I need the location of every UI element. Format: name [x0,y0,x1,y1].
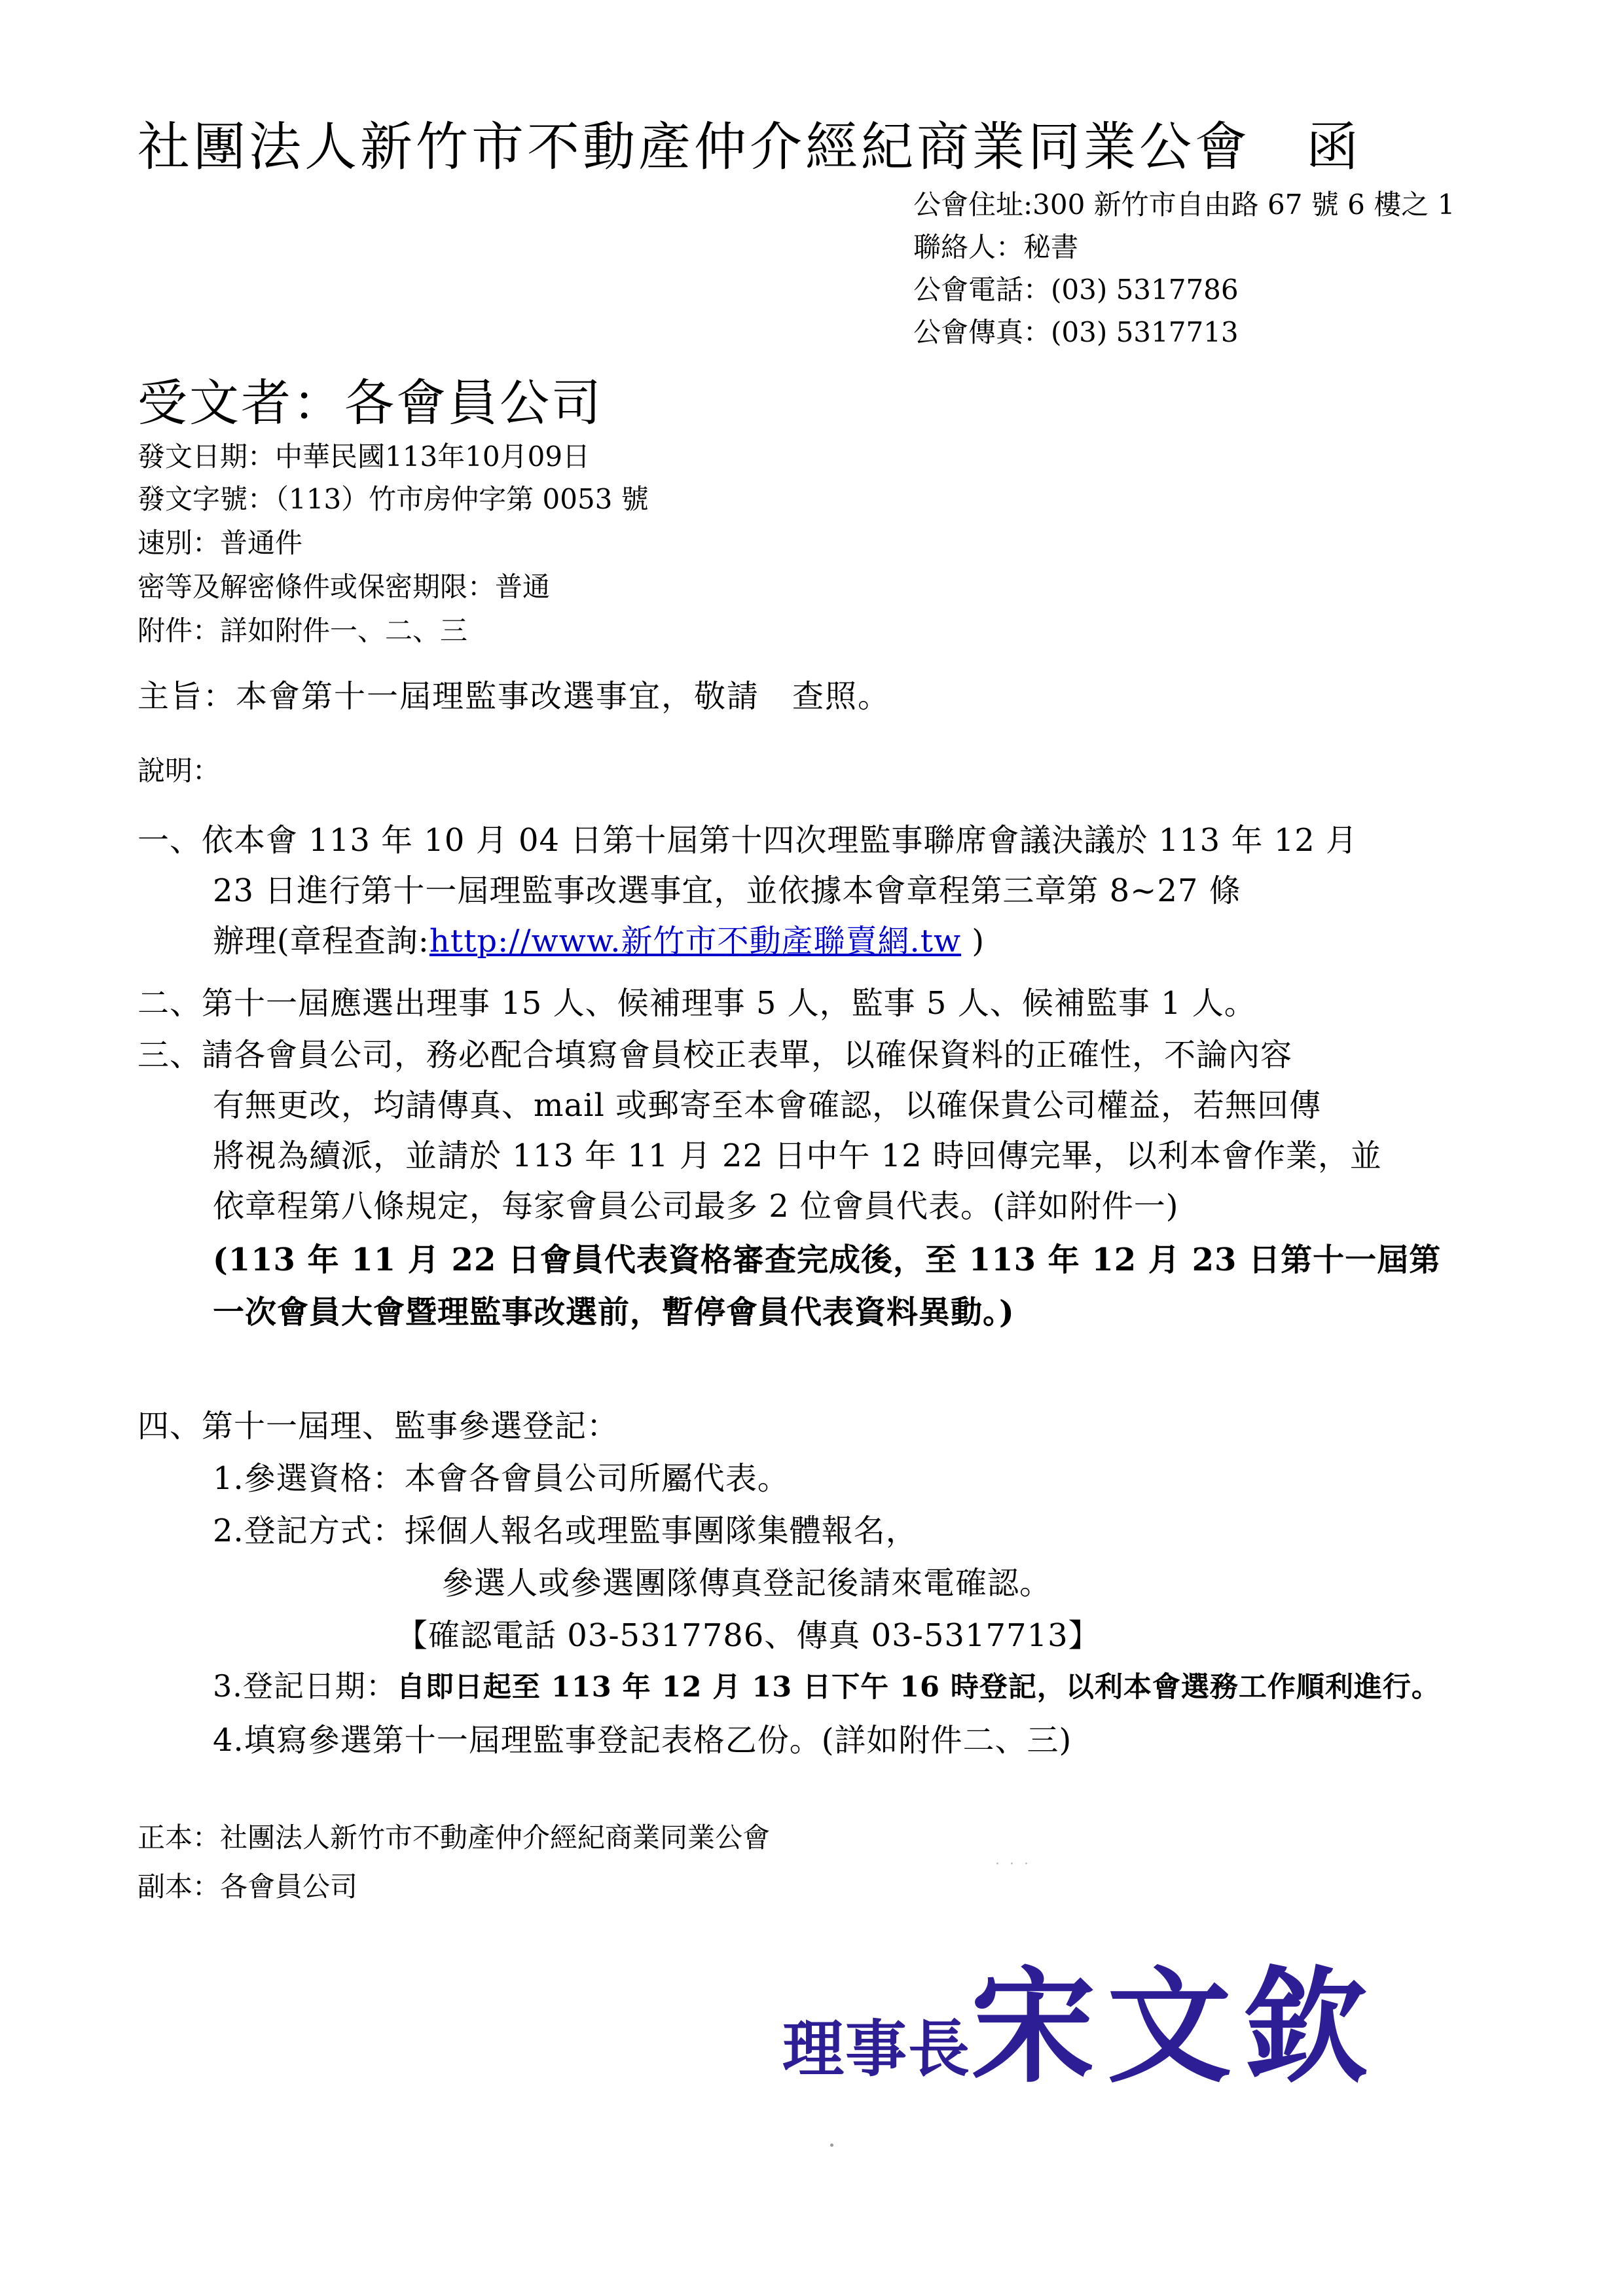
association-fax: 公會傳真：(03) 5317713 [913,316,1239,348]
subject: 主旨：本會第十一屆理監事改選事宜，敬請 查照。 [137,678,891,715]
chairman-title: 理事長 [782,2013,972,2085]
chairman-name: 宋文欽 [971,1954,1380,2100]
classification: 密等及解密條件或保密期限：普通 [137,571,551,603]
association-address: 公會住址:300 新竹市自由路 67 號 6 樓之 1 [913,188,1455,221]
contact-person: 聯絡人：秘書 [913,231,1079,263]
attachments: 附件：詳如附件一、二、三 [137,615,468,647]
item3-line4: 依章程第八條規定，每家會員公司最多 2 位會員代表。(詳如附件一) [213,1188,1179,1225]
delivery-speed: 速別：普通件 [137,527,303,559]
faint-stamp-mark: · · · [995,1856,1031,1873]
chairman-seal [782,1928,1379,2106]
document-title: 社團法人新竹市不動產仲介經紀商業同業公會 函 [137,117,1362,177]
recipient: 受文者：各會員公司 [137,374,603,432]
issue-date: 發文日期：中華民國113年10月09日 [137,440,591,473]
item4-sub3-bold: 自即日起至 113 年 12 月 13 日下午 16 時登記，以利本會選務工作順利進行。 [396,1671,1440,1704]
item4-sub2-line1: 2.登記方式：採個人報名或理監事團隊集體報名， [213,1513,918,1549]
item4-sub1: 1.參選資格：本會各會員公司所屬代表。 [213,1460,790,1497]
item1-line3-prefix: 辦理(章程查詢: [213,923,429,960]
item3-bold-line1: (113 年 11 月 22 日會員代表資格審查完成後，至 113 年 12 月 23 日第十一屆第 [213,1242,1442,1278]
item4-heading: 四、第十一屆理、監事參選登記： [137,1408,619,1444]
item4-sub4: 4.填寫參選第十一屆理監事登記表格乙份。(詳如附件二、三) [213,1722,1072,1759]
item4-sub2-line2: 參選人或參選團隊傳真登記後請來電確認。 [442,1565,1052,1602]
item3-bold-line2: 一次會員大會暨理監事改選前，暫停會員代表資料異動。) [213,1294,1015,1331]
item1-line3 [213,916,985,961]
item2: 二、第十一屆應選出理事 15 人、候補理事 5 人，監事 5 人、候補監事 1 人。 [137,985,1256,1022]
item3-line3: 將視為續派，並請於 113 年 11 月 22 日中午 12 時回傳完畢，以利本會作業，並 [213,1138,1382,1174]
item1-line2: 23 日進行第十一屆理監事改選事宜，並依據本會章程第三章第 8~27 條 [213,872,1241,909]
explanation-label: 說明： [137,755,221,787]
copy-recipient: 副本：各會員公司 [137,1871,358,1903]
item4-sub3-prefix: 3.登記日期： [213,1668,397,1704]
charter-link[interactable]: http://www.新竹市不動產聯賣網.tw [429,923,962,960]
item1-line3-suffix: ) [961,923,985,960]
original-recipient: 正本：社團法人新竹市不動產仲介經紀商業同業公會 [137,1821,771,1854]
item1-line1: 一、依本會 113 年 10 月 04 日第十屆第十四次理監事聯席會議決議於 113 年 12 月 [137,822,1359,859]
document-number: 發文字號：（113）竹市房仲字第 0053 號 [137,483,649,515]
item3-line1: 三、請各會員公司，務必配合填寫會員校正表單，以確保資料的正確性，不論內容 [137,1037,1293,1073]
item4-sub2-line3: 【確認電話 03-5317786、傳真 03-5317713】 [396,1617,1101,1654]
association-phone: 公會電話：(03) 5317786 [913,274,1239,306]
item4-sub3 [213,1662,1440,1706]
scan-dot [830,2144,833,2147]
item3-line2: 有無更改，均請傳真、mail 或郵寄至本會確認，以確保貴公司權益，若無回傳 [213,1087,1322,1124]
